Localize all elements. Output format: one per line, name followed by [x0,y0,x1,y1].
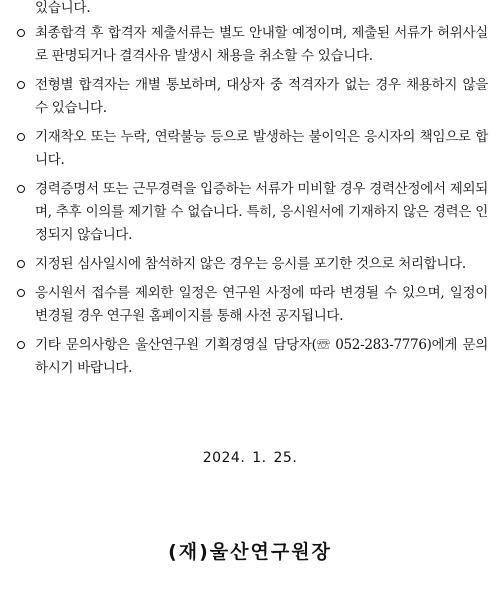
notice-item [16,334,488,380]
notice-list [16,22,488,386]
notice-item [16,253,488,276]
circle-bullet-icon [17,185,25,193]
notice-item [16,74,488,120]
notice-text: 경력증명서 또는 근무경력을 입증하는 서류가 미비할 경우 경력산정에서 제외되며, 추후 이의를 제기할 수 없습니다. 특히, 응시원서에 기재하지 않은 경력은 인정되지 않습니다. [35,181,488,243]
notice-text: 응시원서 접수를 제외한 일정은 연구원 사정에 따라 변경될 수 있으며, 일정이 변경될 경우 연구원 홈페이지를 통해 사전 공지됩니다. [35,285,488,324]
notice-text: 기재착오 또는 누락, 연락불능 등으로 발생하는 불이익은 응시자의 책임으로 합니다. [35,129,488,168]
notice-text: 전형별 합격자는 개별 통보하며, 대상자 중 적격자가 없는 경우 채용하지 않을 수 있습니다. [35,77,488,116]
notice-text: 지정된 심사일시에 참석하지 않은 경우는 응시를 포기한 것으로 처리합니다. [35,256,466,272]
circle-bullet-icon [17,260,25,268]
issuer-signature: (재)울산연구원장 [168,541,332,563]
notice-item [16,178,488,247]
circle-bullet-icon [17,133,25,141]
notice-text: 최종합격 후 합격자 제출서류는 별도 안내할 예정이며, 제출된 서류가 허위사실로 판명되거나 결격사유 발생시 채용을 취소할 수 있습니다. [35,25,488,64]
notice-text: 기타 문의사항은 울산연구원 기획경영실 담당자(☏ 052-283-7776)에게 문의하시기 바랍니다. [35,337,488,376]
circle-bullet-icon [17,29,25,37]
continued-text: 있습니다. [35,0,91,16]
notice-item [16,126,488,172]
circle-bullet-icon [17,81,25,89]
notice-item [16,22,488,68]
circle-bullet-icon [17,341,25,349]
announcement-date: 2024. 1. 25. [202,450,298,466]
circle-bullet-icon [17,289,25,297]
notice-item [16,282,488,328]
